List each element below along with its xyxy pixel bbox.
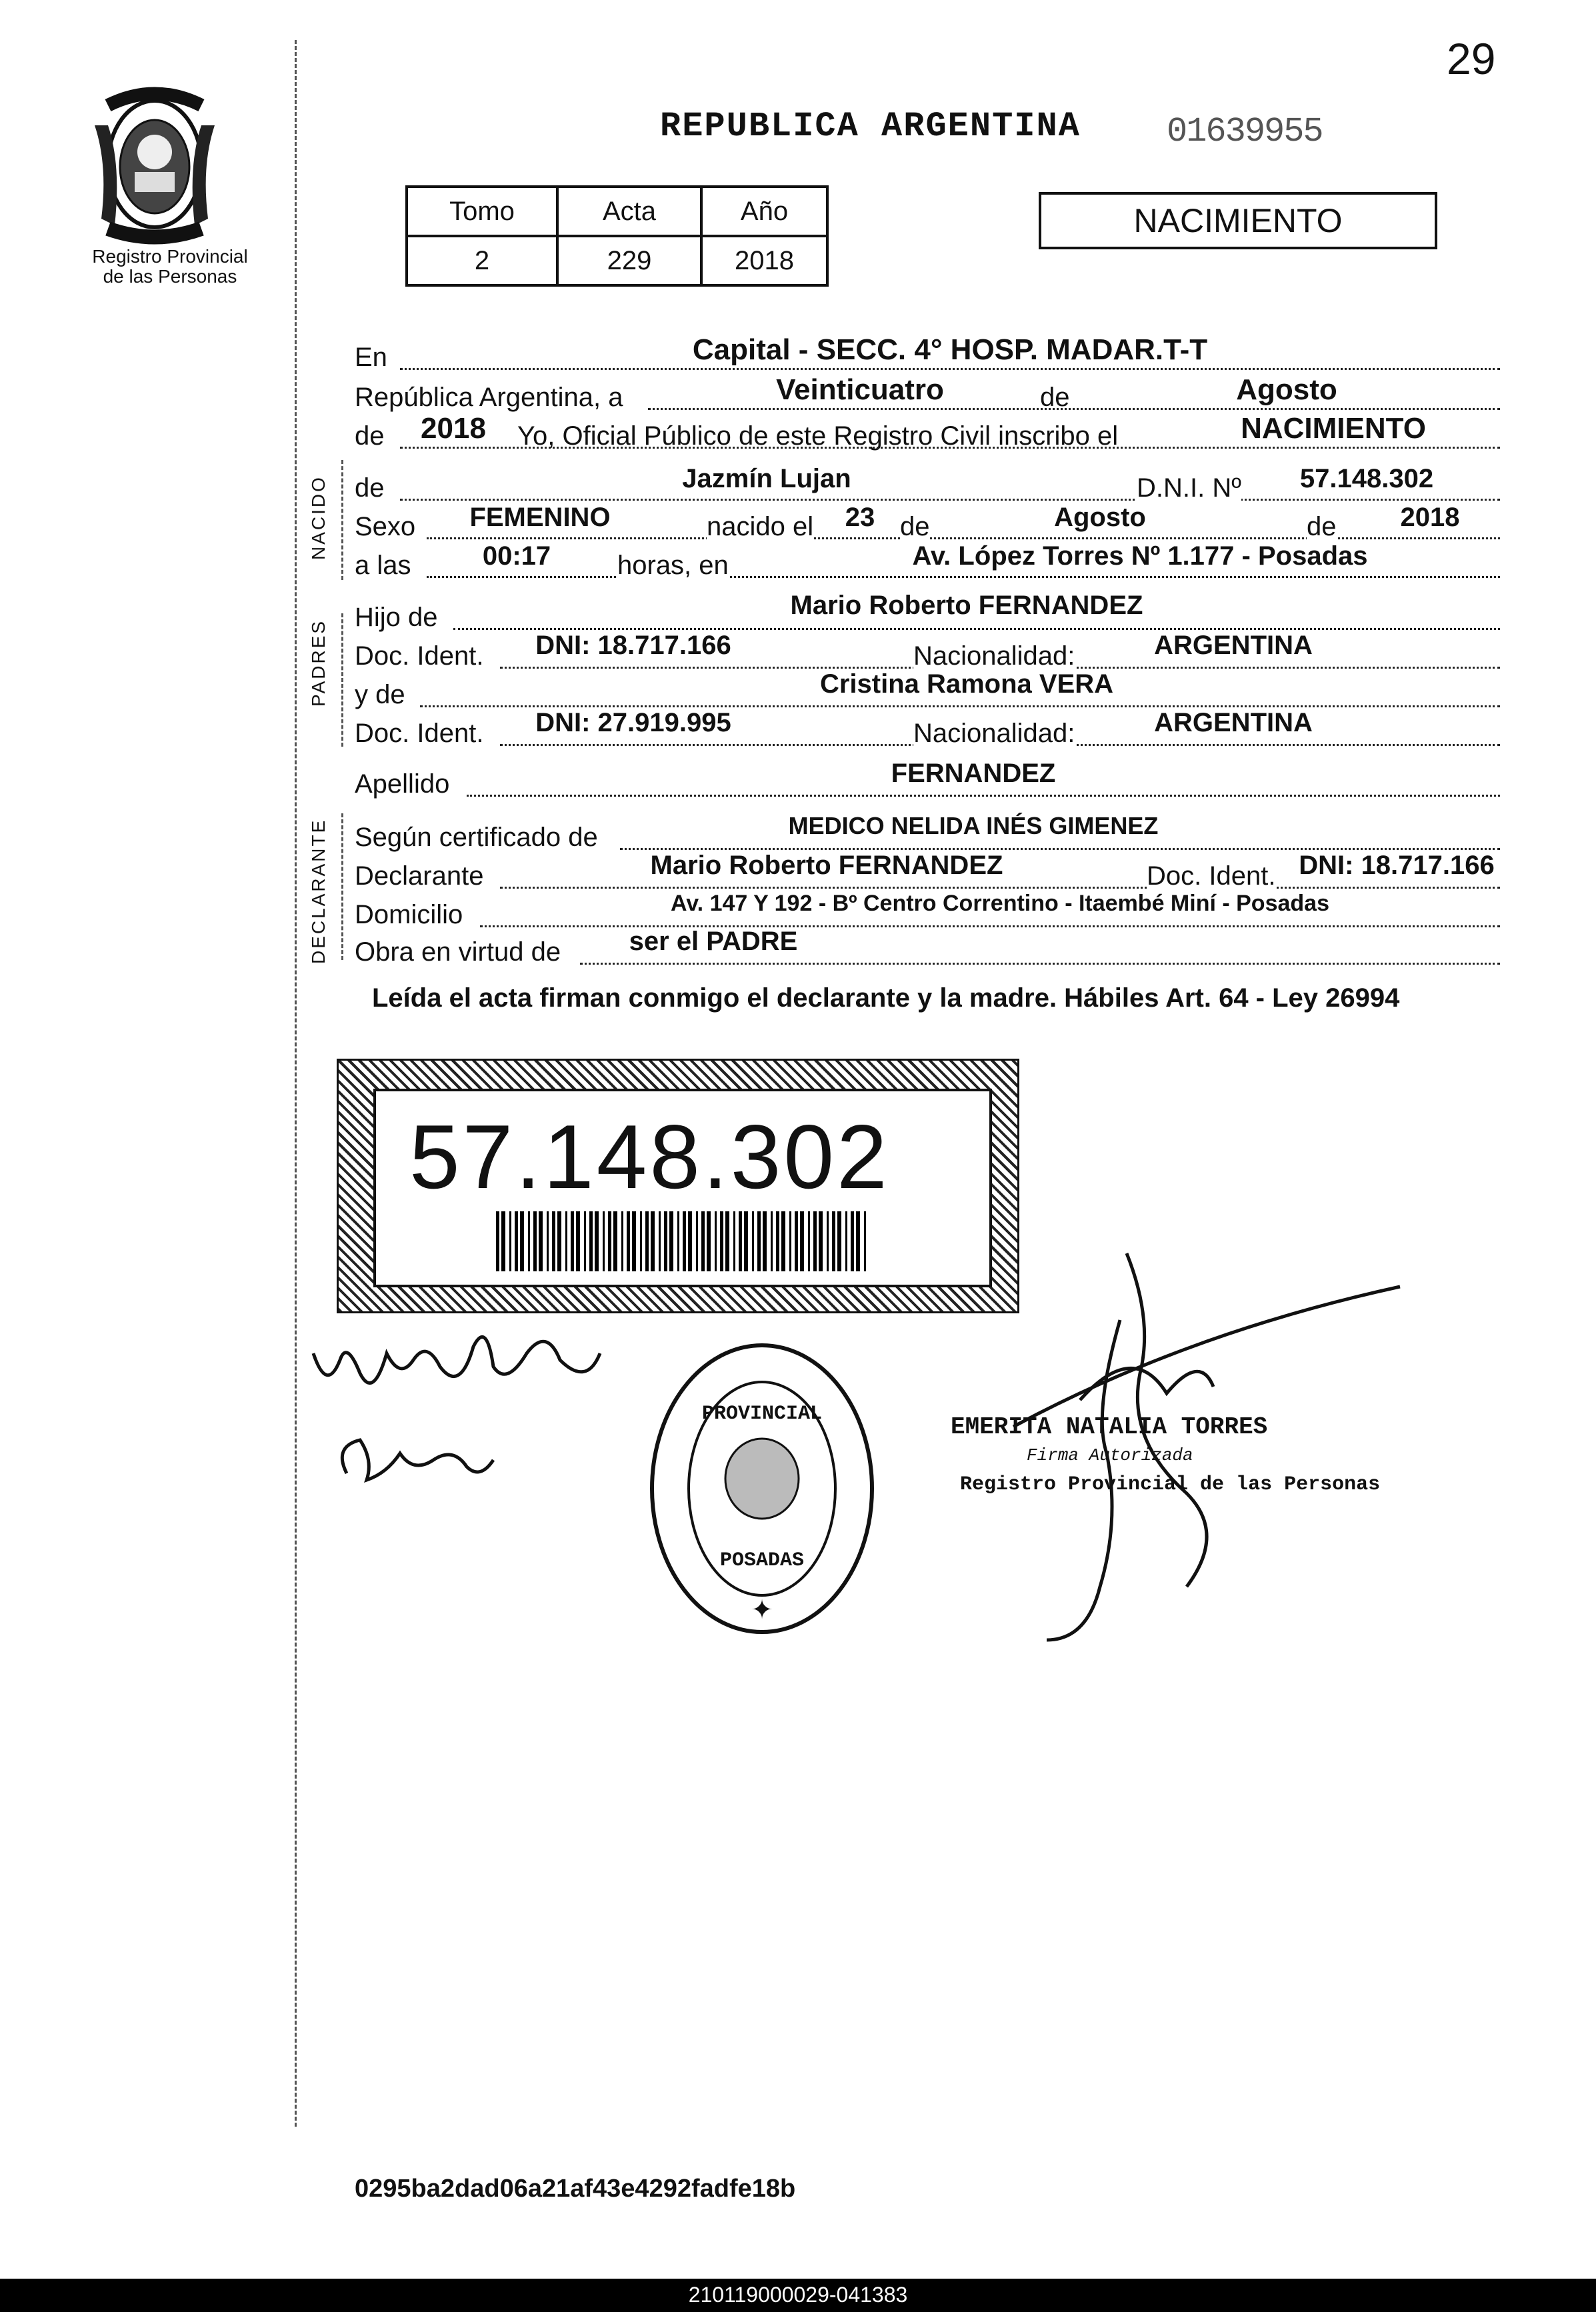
- bracket-line: [341, 813, 343, 960]
- hijo-de-label: Hijo de: [355, 603, 438, 632]
- nacionalidad-label-2: Nacionalidad:: [913, 719, 1075, 748]
- doc-ident-label-2: Doc. Ident.: [355, 719, 484, 748]
- month: Agosto: [1236, 373, 1337, 406]
- doc-ident-label: Doc. Ident.: [355, 641, 484, 671]
- side-label-nacido: NACIDO: [308, 475, 329, 560]
- side-label-declarante: DECLARANTE: [308, 818, 329, 964]
- dni-value: 57.148.302: [1299, 464, 1434, 493]
- doc-ident-label-3: Doc. Ident.: [1147, 861, 1276, 891]
- dotted-line: [420, 705, 1500, 707]
- nacido-el-label: nacido el: [707, 512, 814, 541]
- dotted-line: [580, 963, 1500, 965]
- apellido: FERNANDEZ: [891, 759, 1056, 788]
- dotted-line: [500, 887, 1500, 889]
- svg-text:✦: ✦: [751, 1595, 773, 1625]
- serial-number: 01639955: [1167, 112, 1323, 151]
- declarante: Mario Roberto FERNANDEZ: [650, 851, 1003, 880]
- padre-dni: DNI: 18.717.166: [535, 631, 731, 660]
- dotted-line: [620, 848, 1500, 850]
- declarante-dni: DNI: 18.717.166: [1299, 851, 1495, 880]
- bracket-line: [341, 460, 343, 580]
- official-org: Registro Provincial de las Personas: [960, 1473, 1381, 1496]
- domicilio-label: Domicilio: [355, 900, 463, 929]
- nacionalidad-label: Nacionalidad:: [913, 641, 1075, 671]
- en-value: Capital - SECC. 4° HOSP. MADAR.T-T: [692, 333, 1208, 366]
- dotted-line: [453, 628, 1500, 630]
- dotted-line: [648, 408, 1500, 410]
- dotted-line: [400, 368, 1500, 370]
- dotted-line: [427, 537, 1500, 539]
- sexo-label: Sexo: [355, 512, 416, 541]
- footer-bar: [0, 2279, 1596, 2312]
- obra-label: Obra en virtud de: [355, 937, 561, 967]
- org-line-2: de las Personas: [103, 266, 237, 287]
- lugar: Av. López Torres Nº 1.177 - Posadas: [912, 541, 1368, 571]
- padre: Mario Roberto FERNANDEZ: [790, 591, 1143, 620]
- province-logo: [81, 85, 228, 245]
- tomo-header: Tomo: [407, 187, 557, 236]
- country-title: REPUBLICA ARGENTINA: [660, 107, 1081, 146]
- hora: 00:17: [482, 541, 551, 571]
- id-sticker: [337, 1059, 1019, 1313]
- en-label: En: [355, 343, 387, 372]
- a-las-label: a las: [355, 551, 411, 580]
- document-hash: 0295ba2dad06a21af43e4292fadfe18b: [355, 2175, 796, 2203]
- apellido-label: Apellido: [355, 769, 450, 799]
- madre-nacionalidad: ARGENTINA: [1154, 708, 1313, 737]
- signature-official: [987, 1240, 1440, 1657]
- de-label-4: de: [900, 512, 930, 541]
- declarante-label: Declarante: [355, 861, 484, 891]
- nombre: Jazmín Lujan: [682, 464, 851, 493]
- birth-year: 2018: [1400, 503, 1460, 532]
- official-name: EMERITA NATALIA TORRES: [951, 1413, 1268, 1441]
- de-label-5: de: [1307, 512, 1337, 541]
- dni-label: D.N.I. Nº: [1137, 473, 1241, 503]
- id-sticker-number: 57.148.302: [409, 1106, 890, 1207]
- y-de-label: y de: [355, 680, 405, 709]
- domicilio: Av. 147 Y 192 - Bº Centro Correntino - Itaembé Miní - Posadas: [671, 891, 1329, 916]
- de-label: de: [1040, 383, 1070, 412]
- rep-label: República Argentina, a: [355, 383, 623, 412]
- acta-header: Acta: [557, 187, 701, 236]
- official-role: Firma Autorizada: [1027, 1445, 1193, 1465]
- footer-code: 210119000029-041383: [688, 2283, 908, 2307]
- madre: Cristina Ramona VERA: [819, 669, 1114, 699]
- de-label-3: de: [355, 473, 385, 503]
- dotted-line: [400, 447, 1500, 449]
- svg-text:PROVINCIAL: PROVINCIAL: [701, 1403, 823, 1425]
- day-words: Veinticuatro: [776, 373, 944, 406]
- de-label-2: de: [355, 421, 385, 451]
- closing-note: Leída el acta firman conmigo el declarante y la madre. Hábiles Art. 64 - Ley 26994: [372, 983, 1400, 1013]
- dotted-line: [427, 576, 1500, 578]
- anio-header: Año: [701, 187, 827, 236]
- certificado-label: Según certificado de: [355, 823, 598, 852]
- tomo-value: 2: [407, 236, 557, 285]
- sexo-value: FEMENINO: [469, 503, 611, 532]
- org-name: [80, 247, 260, 287]
- svg-text:POSADAS: POSADAS: [719, 1549, 805, 1572]
- side-label-padres: PADRES: [308, 619, 329, 707]
- id-sticker-inner: [373, 1089, 992, 1287]
- margin-line: [295, 40, 297, 2127]
- dotted-line: [467, 795, 1500, 797]
- certificado: MEDICO NELIDA INÉS GIMENEZ: [788, 812, 1159, 839]
- page-number: 29: [1447, 34, 1496, 83]
- yo-text: Yo, Oficial Público de este Registro Civil inscribo el: [517, 421, 1119, 451]
- madre-dni: DNI: 27.919.995: [535, 708, 731, 737]
- inscribe-value: NACIMIENTO: [1241, 412, 1426, 445]
- doc-type-box: NACIMIENTO: [1039, 192, 1437, 249]
- acta-value: 229: [557, 236, 701, 285]
- record-table: [405, 185, 829, 287]
- official-seal: [645, 1339, 879, 1642]
- signature-declarante: [307, 1313, 627, 1537]
- obra: ser el PADRE: [629, 927, 798, 956]
- dotted-line: [400, 499, 1500, 501]
- anio-value: 2018: [701, 236, 827, 285]
- birth-day: 23: [845, 503, 875, 532]
- year: 2018: [421, 412, 486, 445]
- org-line-1: Registro Provincial: [92, 246, 248, 267]
- birth-month: Agosto: [1054, 503, 1146, 532]
- horas-en-label: horas, en: [617, 551, 729, 580]
- barcode: [496, 1211, 869, 1271]
- bracket-line: [341, 613, 343, 747]
- padre-nacionalidad: ARGENTINA: [1154, 631, 1313, 660]
